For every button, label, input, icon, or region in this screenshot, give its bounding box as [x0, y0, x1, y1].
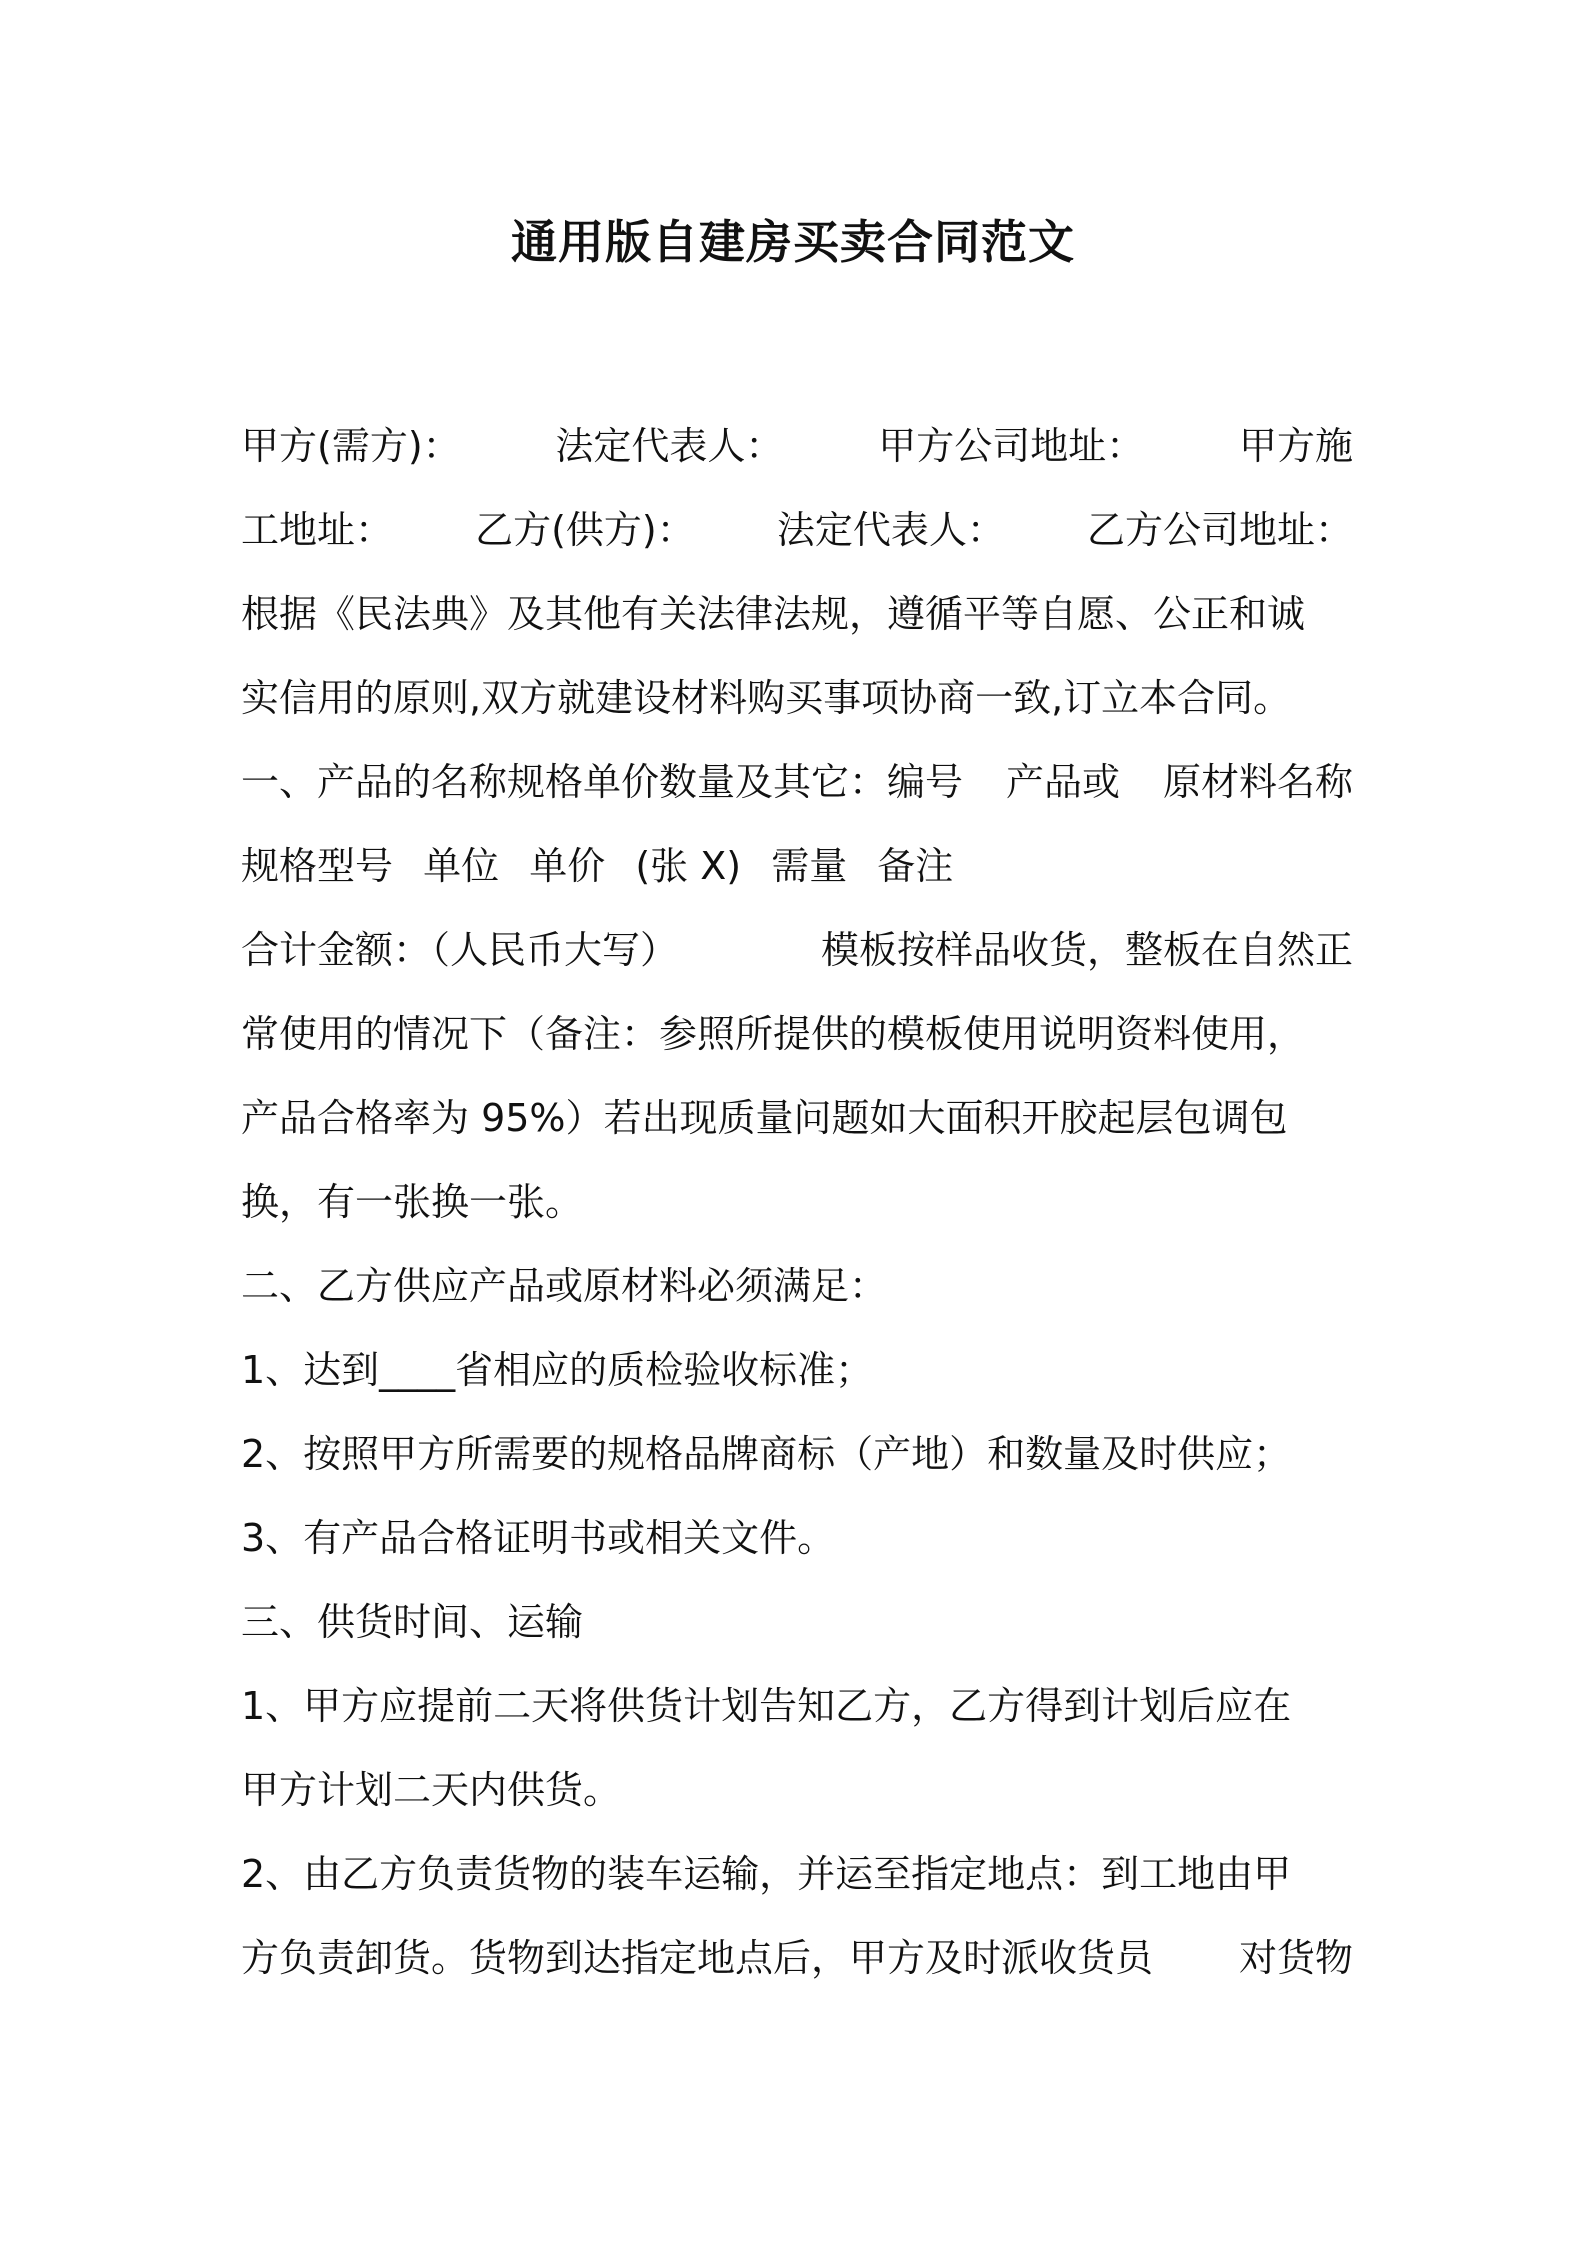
quality-line-3: 换，有一张换一张。 [241, 1180, 584, 1224]
document-body [241, 404, 1353, 2000]
quality-line-2: 产品合格率为 95%）若出现质量问题如大面积开胶起层包调包 [241, 1096, 1288, 1140]
unloading-clause-end: 对货物 [1238, 1936, 1353, 1980]
column-quantity: 需量 [771, 844, 848, 888]
column-material-name: 原材料名称 [1162, 760, 1353, 804]
section3-item-2-line-2 [241, 1916, 1353, 2000]
section2-heading: 二、乙方供应产品或原材料必须满足： [241, 1264, 888, 1308]
section3-item-1-line-2: 甲方计划二天内供货。 [241, 1768, 622, 1812]
party-a-label: 甲方(需方)： [241, 424, 461, 468]
party-a-site-label-cont: 工地址： [241, 508, 394, 552]
preamble-line-1: 根据《民法典》及其他有关法律法规，遵循平等自愿、公正和诚 [241, 592, 1306, 636]
total-line [241, 908, 1353, 992]
party-b-label: 乙方(供方)： [475, 508, 695, 552]
section2-item-3: 3、有产品合格证明书或相关文件。 [241, 1516, 836, 1560]
party-a-address-label: 甲方公司地址： [878, 424, 1145, 468]
party-b-rep-label: 法定代表人： [776, 508, 1005, 552]
section2-item-2: 2、按照甲方所需要的规格品牌商标（产地）和数量及时供应； [241, 1432, 1292, 1476]
column-model: 规格型号 [241, 844, 394, 888]
column-product: 产品或 [1005, 760, 1120, 804]
section1-line-1 [241, 740, 1353, 824]
unloading-clause: 方负责卸货。货物到达指定地点后，甲方及时派收货员 [241, 1936, 1154, 1980]
section1-line-2 [241, 824, 1353, 908]
section2-item-1: 1、达到____省相应的质检验收标准； [241, 1348, 874, 1392]
section3-heading: 三、供货时间、运输 [241, 1600, 584, 1644]
party-a-rep-label: 法定代表人： [555, 424, 784, 468]
party-b-address-label: 乙方公司地址： [1086, 508, 1353, 552]
parties-line-1 [241, 404, 1353, 488]
preamble-line-2: 实信用的原则,双方就建设材料购买事项协商一致,订立本合同。 [241, 676, 1292, 720]
column-price-unit: (张 X) [635, 844, 742, 888]
total-amount-label: 合计金额：（人民币大写） [241, 928, 679, 972]
section3-item-2-line-1: 2、由乙方负责货物的装车运输，并运至指定地点：到工地由甲 [241, 1852, 1292, 1896]
parties-line-2 [241, 488, 1353, 572]
column-unit: 单位 [423, 844, 500, 888]
column-unit-price: 单价 [529, 844, 606, 888]
section1-heading: 一、产品的名称规格单价数量及其它：编号 [241, 760, 964, 804]
document-title: 通用版自建房买卖合同范文 [511, 215, 1075, 269]
quality-line-1: 常使用的情况下（备注：参照所提供的模板使用说明资料使用， [241, 1012, 1306, 1056]
party-a-site-label: 甲方施 [1238, 424, 1353, 468]
acceptance-clause: 模板按样品收货，整板在自然正 [820, 928, 1353, 972]
column-remarks: 备注 [877, 844, 954, 888]
section3-item-1-line-1: 1、甲方应提前二天将供货计划告知乙方，乙方得到计划后应在 [241, 1684, 1292, 1728]
